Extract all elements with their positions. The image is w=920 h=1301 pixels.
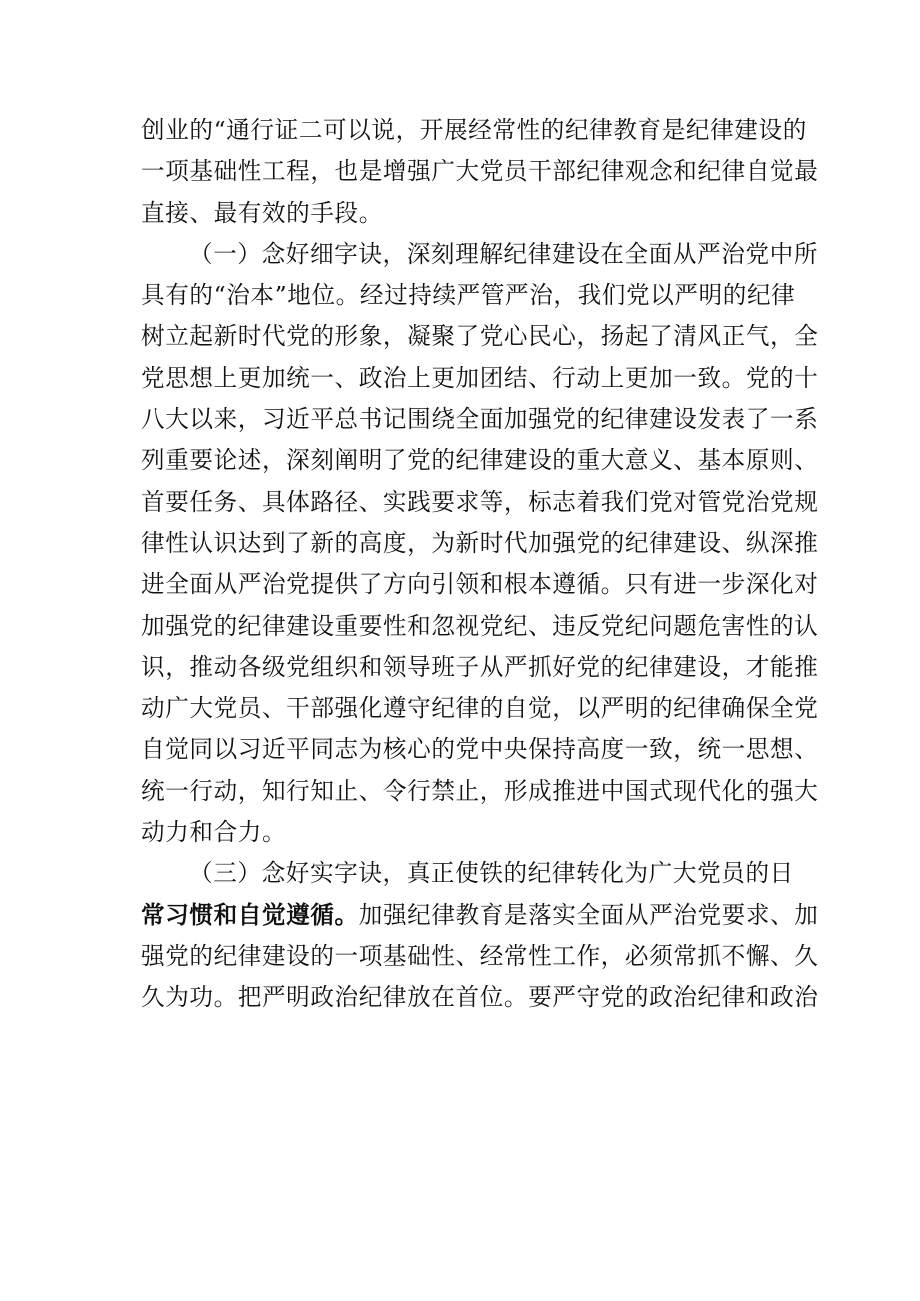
- text-line: 树立起新时代党的形象，凝聚了党心民心，扬起了清风正气，全: [141, 322, 819, 351]
- text-line: 列重要论述，深刻阐明了党的纪律建设的重大意义、基本原则、: [141, 446, 819, 475]
- text-line: 一项基础性工程，也是增强广大党员干部纪律观念和纪律自觉最: [141, 157, 819, 186]
- text-line: 首要任务、具体路径、实践要求等，标志着我们党对管党治党规: [141, 487, 819, 516]
- text-line: 识，推动各级党组织和领导班子从严抓好党的纪律建设，才能推: [141, 652, 819, 681]
- section-heading-bold-text: 常习惯和自觉遵循。: [141, 900, 359, 929]
- text-line: 直接、最有效的手段。: [141, 198, 383, 227]
- text-line: 加强党的纪律建设重要性和忽视党纪、违反党纪问题危害性的认: [141, 611, 819, 640]
- section-heading-line: （一）念好细字诀，深刻理解纪律建设在全面从严治党中所: [189, 239, 819, 268]
- text-line: 律性认识达到了新的高度，为新时代加强党的纪律建设、纵深推: [141, 528, 819, 557]
- text-line: 自觉同以习近平同志为核心的党中央保持高度一致，统一思想、: [141, 735, 819, 764]
- body-text: 加强纪律教育是落实全面从严治党要求、加: [358, 900, 819, 929]
- text-line: 创业的“通行证二可以说，开展经常性的纪律教育是纪律建设的: [141, 116, 807, 144]
- document-body: [141, 110, 819, 1019]
- section-heading-line: （三）念好实字诀，真正使铁的纪律转化为广大党员的日: [189, 859, 794, 888]
- text-line: 统一行动，知行知止、令行禁止，形成推进中国式现代化的强大: [141, 776, 819, 805]
- text-line: 强党的纪律建设的一项基础性、经常性工作，必须常抓不懈、久: [141, 941, 819, 970]
- text-line: 动力和合力。: [141, 818, 287, 847]
- text-line: [141, 895, 819, 936]
- text-line: 进全面从严治党提供了方向引领和根本遵循。只有进一步深化对: [141, 570, 819, 599]
- text-line: 具有的“治本”地位。经过持续严管严治，我们党以严明的纪律: [141, 281, 796, 310]
- text-line: 动广大党员、干部强化遵守纪律的自觉，以严明的纪律确保全党: [141, 694, 819, 723]
- text-line: 八大以来，习近平总书记围绕全面加强党的纪律建设发表了一系: [141, 405, 819, 434]
- text-line: 党思想上更加统一、政治上更加团结、行动上更加一致。党的十: [141, 363, 819, 392]
- text-line: 久为功。把严明政治纪律放在首位。要严守党的政治纪律和政治: [141, 983, 819, 1012]
